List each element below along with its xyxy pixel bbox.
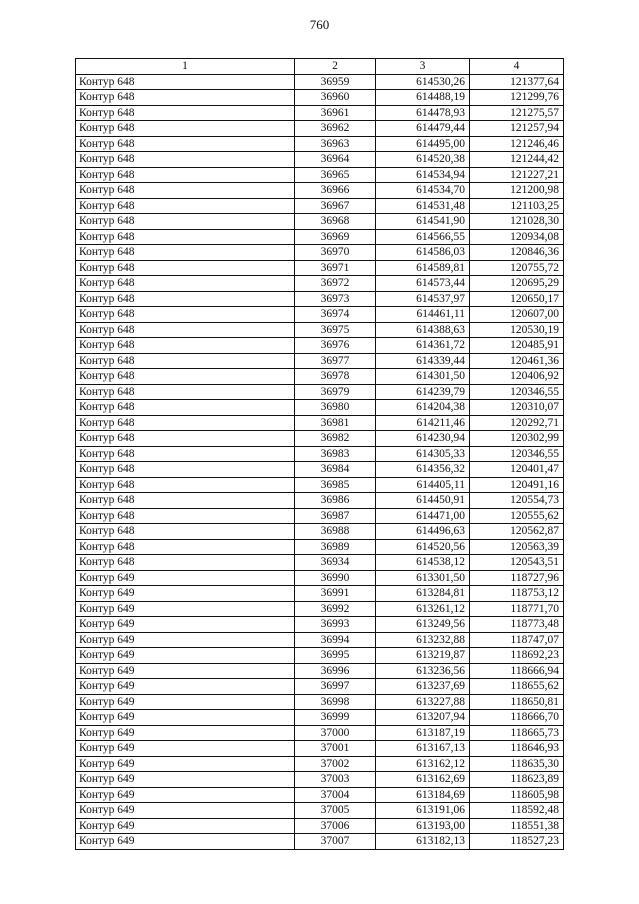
x-coordinate-cell: 614239,79 xyxy=(376,384,470,400)
contour-name-cell: Контур 648 xyxy=(76,477,295,493)
table-row xyxy=(76,400,564,416)
table-row xyxy=(76,462,564,478)
point-number-cell: 36976 xyxy=(295,338,376,354)
table-row xyxy=(76,167,564,183)
x-coordinate-cell: 614530,26 xyxy=(376,74,470,90)
point-number-cell: 36997 xyxy=(295,679,376,695)
contour-name-cell: Контур 649 xyxy=(76,741,295,757)
table-row xyxy=(76,183,564,199)
y-coordinate-cell: 118773,48 xyxy=(470,617,564,633)
table-row xyxy=(76,307,564,323)
contour-name-cell: Контур 648 xyxy=(76,508,295,524)
x-coordinate-cell: 614537,97 xyxy=(376,291,470,307)
y-coordinate-cell: 120934,08 xyxy=(470,229,564,245)
point-number-cell: 36994 xyxy=(295,632,376,648)
contour-name-cell: Контур 648 xyxy=(76,384,295,400)
x-coordinate-cell: 614230,94 xyxy=(376,431,470,447)
y-coordinate-cell: 120461,36 xyxy=(470,353,564,369)
point-number-cell: 36977 xyxy=(295,353,376,369)
x-coordinate-cell: 614339,44 xyxy=(376,353,470,369)
table-row xyxy=(76,508,564,524)
point-number-cell: 36961 xyxy=(295,105,376,121)
contour-name-cell: Контур 648 xyxy=(76,446,295,462)
point-number-cell: 36982 xyxy=(295,431,376,447)
contour-name-cell: Контур 648 xyxy=(76,183,295,199)
contour-name-cell: Контур 648 xyxy=(76,105,295,121)
y-coordinate-cell: 118592,48 xyxy=(470,803,564,819)
y-coordinate-cell: 118665,73 xyxy=(470,725,564,741)
y-coordinate-cell: 121200,98 xyxy=(470,183,564,199)
point-number-cell: 36973 xyxy=(295,291,376,307)
x-coordinate-cell: 614356,32 xyxy=(376,462,470,478)
x-coordinate-cell: 613207,94 xyxy=(376,710,470,726)
table-row xyxy=(76,214,564,230)
x-coordinate-cell: 614496,63 xyxy=(376,524,470,540)
y-coordinate-cell: 118666,94 xyxy=(470,663,564,679)
point-number-cell: 36999 xyxy=(295,710,376,726)
point-number-cell: 36972 xyxy=(295,276,376,292)
x-coordinate-cell: 614573,44 xyxy=(376,276,470,292)
contour-name-cell: Контур 648 xyxy=(76,400,295,416)
point-number-cell: 36967 xyxy=(295,198,376,214)
x-coordinate-cell: 613249,56 xyxy=(376,617,470,633)
point-number-cell: 36998 xyxy=(295,694,376,710)
y-coordinate-cell: 121299,76 xyxy=(470,90,564,106)
table-row xyxy=(76,353,564,369)
x-coordinate-cell: 613227,88 xyxy=(376,694,470,710)
point-number-cell: 36984 xyxy=(295,462,376,478)
contour-name-cell: Контур 648 xyxy=(76,369,295,385)
table-row xyxy=(76,291,564,307)
contour-name-cell: Контур 649 xyxy=(76,679,295,695)
point-number-cell: 36985 xyxy=(295,477,376,493)
table-row xyxy=(76,322,564,338)
table-row xyxy=(76,772,564,788)
contour-name-cell: Контур 649 xyxy=(76,772,295,788)
y-coordinate-cell: 118771,70 xyxy=(470,601,564,617)
table-row xyxy=(76,105,564,121)
contour-name-cell: Контур 648 xyxy=(76,121,295,137)
point-number-cell: 36959 xyxy=(295,74,376,90)
table-row xyxy=(76,803,564,819)
x-coordinate-cell: 613182,13 xyxy=(376,834,470,850)
y-coordinate-cell: 118623,89 xyxy=(470,772,564,788)
table-row xyxy=(76,787,564,803)
x-coordinate-cell: 613162,12 xyxy=(376,756,470,772)
x-coordinate-cell: 614211,46 xyxy=(376,415,470,431)
point-number-cell: 36966 xyxy=(295,183,376,199)
point-number-cell: 36981 xyxy=(295,415,376,431)
y-coordinate-cell: 120555,62 xyxy=(470,508,564,524)
y-coordinate-cell: 121227,21 xyxy=(470,167,564,183)
x-coordinate-cell: 614361,72 xyxy=(376,338,470,354)
contour-name-cell: Контур 648 xyxy=(76,353,295,369)
contour-name-cell: Контур 648 xyxy=(76,198,295,214)
y-coordinate-cell: 118692,23 xyxy=(470,648,564,664)
point-number-cell: 36969 xyxy=(295,229,376,245)
table-row xyxy=(76,818,564,834)
x-coordinate-cell: 613167,13 xyxy=(376,741,470,757)
y-coordinate-cell: 118551,38 xyxy=(470,818,564,834)
x-coordinate-cell: 614534,70 xyxy=(376,183,470,199)
column-header: 2 xyxy=(295,59,376,75)
contour-name-cell: Контур 649 xyxy=(76,803,295,819)
table-row xyxy=(76,570,564,586)
x-coordinate-cell: 614461,11 xyxy=(376,307,470,323)
contour-name-cell: Контур 649 xyxy=(76,710,295,726)
x-coordinate-cell: 613193,00 xyxy=(376,818,470,834)
point-number-cell: 36962 xyxy=(295,121,376,137)
table-row xyxy=(76,431,564,447)
y-coordinate-cell: 120401,47 xyxy=(470,462,564,478)
column-header: 1 xyxy=(76,59,295,75)
y-coordinate-cell: 120310,07 xyxy=(470,400,564,416)
y-coordinate-cell: 120292,71 xyxy=(470,415,564,431)
point-number-cell: 37000 xyxy=(295,725,376,741)
contour-name-cell: Контур 648 xyxy=(76,493,295,509)
y-coordinate-cell: 118527,23 xyxy=(470,834,564,850)
table-row xyxy=(76,477,564,493)
contour-name-cell: Контур 648 xyxy=(76,307,295,323)
table-row xyxy=(76,493,564,509)
table-row xyxy=(76,74,564,90)
y-coordinate-cell: 118646,93 xyxy=(470,741,564,757)
point-number-cell: 36993 xyxy=(295,617,376,633)
column-header: 4 xyxy=(470,59,564,75)
point-number-cell: 37007 xyxy=(295,834,376,850)
point-number-cell: 36970 xyxy=(295,245,376,261)
point-number-cell: 37003 xyxy=(295,772,376,788)
table-row xyxy=(76,663,564,679)
contour-name-cell: Контур 648 xyxy=(76,291,295,307)
table-row xyxy=(76,260,564,276)
contour-name-cell: Контур 649 xyxy=(76,632,295,648)
table-row xyxy=(76,369,564,385)
contour-name-cell: Контур 649 xyxy=(76,648,295,664)
table-row xyxy=(76,524,564,540)
contour-name-cell: Контур 648 xyxy=(76,245,295,261)
y-coordinate-cell: 120543,51 xyxy=(470,555,564,571)
contour-name-cell: Контур 649 xyxy=(76,787,295,803)
y-coordinate-cell: 120530,19 xyxy=(470,322,564,338)
x-coordinate-cell: 613236,56 xyxy=(376,663,470,679)
table-row xyxy=(76,245,564,261)
table-row xyxy=(76,586,564,602)
table-row xyxy=(76,198,564,214)
point-number-cell: 36965 xyxy=(295,167,376,183)
point-number-cell: 36986 xyxy=(295,493,376,509)
point-number-cell: 36980 xyxy=(295,400,376,416)
y-coordinate-cell: 121275,57 xyxy=(470,105,564,121)
table-row xyxy=(76,601,564,617)
x-coordinate-cell: 613191,06 xyxy=(376,803,470,819)
x-coordinate-cell: 614204,38 xyxy=(376,400,470,416)
point-number-cell: 36987 xyxy=(295,508,376,524)
point-number-cell: 37002 xyxy=(295,756,376,772)
contour-name-cell: Контур 649 xyxy=(76,570,295,586)
table-row xyxy=(76,152,564,168)
table-row xyxy=(76,725,564,741)
contour-name-cell: Контур 648 xyxy=(76,539,295,555)
y-coordinate-cell: 120406,92 xyxy=(470,369,564,385)
contour-name-cell: Контур 648 xyxy=(76,167,295,183)
contour-name-cell: Контур 649 xyxy=(76,694,295,710)
y-coordinate-cell: 121377,64 xyxy=(470,74,564,90)
table-row xyxy=(76,229,564,245)
point-number-cell: 37004 xyxy=(295,787,376,803)
contour-name-cell: Контур 648 xyxy=(76,415,295,431)
column-header: 3 xyxy=(376,59,470,75)
y-coordinate-cell: 118655,62 xyxy=(470,679,564,695)
x-coordinate-cell: 614589,81 xyxy=(376,260,470,276)
table-row xyxy=(76,90,564,106)
contour-name-cell: Контур 649 xyxy=(76,663,295,679)
y-coordinate-cell: 120346,55 xyxy=(470,384,564,400)
point-number-cell: 37005 xyxy=(295,803,376,819)
x-coordinate-cell: 613187,19 xyxy=(376,725,470,741)
x-coordinate-cell: 613184,69 xyxy=(376,787,470,803)
y-coordinate-cell: 120650,17 xyxy=(470,291,564,307)
y-coordinate-cell: 118605,98 xyxy=(470,787,564,803)
table-row xyxy=(76,632,564,648)
contour-name-cell: Контур 648 xyxy=(76,276,295,292)
x-coordinate-cell: 614495,00 xyxy=(376,136,470,152)
point-number-cell: 36968 xyxy=(295,214,376,230)
y-coordinate-cell: 120695,29 xyxy=(470,276,564,292)
x-coordinate-cell: 614301,50 xyxy=(376,369,470,385)
point-number-cell: 36964 xyxy=(295,152,376,168)
page-number: 760 xyxy=(309,17,330,32)
contour-name-cell: Контур 648 xyxy=(76,462,295,478)
y-coordinate-cell: 118650,81 xyxy=(470,694,564,710)
contour-name-cell: Контур 648 xyxy=(76,322,295,338)
table-row xyxy=(76,384,564,400)
x-coordinate-cell: 614488,19 xyxy=(376,90,470,106)
y-coordinate-cell: 120554,73 xyxy=(470,493,564,509)
point-number-cell: 36975 xyxy=(295,322,376,338)
x-coordinate-cell: 613301,50 xyxy=(376,570,470,586)
table-row xyxy=(76,555,564,571)
x-coordinate-cell: 613232,88 xyxy=(376,632,470,648)
contour-name-cell: Контур 649 xyxy=(76,586,295,602)
x-coordinate-cell: 613284,81 xyxy=(376,586,470,602)
point-number-cell: 36963 xyxy=(295,136,376,152)
x-coordinate-cell: 614450,91 xyxy=(376,493,470,509)
point-number-cell: 37006 xyxy=(295,818,376,834)
point-number-cell: 36989 xyxy=(295,539,376,555)
y-coordinate-cell: 121103,25 xyxy=(470,198,564,214)
x-coordinate-cell: 613237,69 xyxy=(376,679,470,695)
y-coordinate-cell: 118666,70 xyxy=(470,710,564,726)
table-row xyxy=(76,276,564,292)
table-row xyxy=(76,710,564,726)
point-number-cell: 36971 xyxy=(295,260,376,276)
point-number-cell: 36979 xyxy=(295,384,376,400)
contour-name-cell: Контур 649 xyxy=(76,601,295,617)
x-coordinate-cell: 613219,87 xyxy=(376,648,470,664)
y-coordinate-cell: 121246,46 xyxy=(470,136,564,152)
x-coordinate-cell: 614471,00 xyxy=(376,508,470,524)
table-row xyxy=(76,415,564,431)
point-number-cell: 36983 xyxy=(295,446,376,462)
contour-name-cell: Контур 649 xyxy=(76,617,295,633)
contour-name-cell: Контур 648 xyxy=(76,260,295,276)
y-coordinate-cell: 120755,72 xyxy=(470,260,564,276)
contour-name-cell: Контур 648 xyxy=(76,338,295,354)
point-number-cell: 36992 xyxy=(295,601,376,617)
contour-name-cell: Контур 649 xyxy=(76,818,295,834)
x-coordinate-cell: 614531,48 xyxy=(376,198,470,214)
y-coordinate-cell: 118635,30 xyxy=(470,756,564,772)
contour-name-cell: Контур 649 xyxy=(76,725,295,741)
table-row xyxy=(76,756,564,772)
contour-name-cell: Контур 649 xyxy=(76,834,295,850)
y-coordinate-cell: 121028,30 xyxy=(470,214,564,230)
y-coordinate-cell: 118727,96 xyxy=(470,570,564,586)
table-row xyxy=(76,834,564,850)
point-number-cell: 36995 xyxy=(295,648,376,664)
x-coordinate-cell: 614538,12 xyxy=(376,555,470,571)
table-body xyxy=(76,74,564,849)
y-coordinate-cell: 120563,39 xyxy=(470,539,564,555)
coordinates-table-container xyxy=(75,58,564,850)
y-coordinate-cell: 120491,16 xyxy=(470,477,564,493)
contour-name-cell: Контур 648 xyxy=(76,90,295,106)
x-coordinate-cell: 614388,63 xyxy=(376,322,470,338)
table-row xyxy=(76,338,564,354)
contour-name-cell: Контур 648 xyxy=(76,431,295,447)
y-coordinate-cell: 120562,87 xyxy=(470,524,564,540)
point-number-cell: 36990 xyxy=(295,570,376,586)
contour-name-cell: Контур 649 xyxy=(76,756,295,772)
x-coordinate-cell: 614305,33 xyxy=(376,446,470,462)
table-row xyxy=(76,136,564,152)
y-coordinate-cell: 120485,91 xyxy=(470,338,564,354)
y-coordinate-cell: 118747,07 xyxy=(470,632,564,648)
y-coordinate-cell: 121244,42 xyxy=(470,152,564,168)
point-number-cell: 36974 xyxy=(295,307,376,323)
x-coordinate-cell: 614520,38 xyxy=(376,152,470,168)
contour-name-cell: Контур 648 xyxy=(76,136,295,152)
y-coordinate-cell: 120846,36 xyxy=(470,245,564,261)
x-coordinate-cell: 614478,93 xyxy=(376,105,470,121)
coordinates-table xyxy=(75,58,564,850)
table-row xyxy=(76,648,564,664)
table-row xyxy=(76,741,564,757)
point-number-cell: 36991 xyxy=(295,586,376,602)
table-row xyxy=(76,121,564,137)
x-coordinate-cell: 614586,03 xyxy=(376,245,470,261)
table-row xyxy=(76,446,564,462)
table-header-row xyxy=(76,59,564,75)
contour-name-cell: Контур 648 xyxy=(76,74,295,90)
contour-name-cell: Контур 648 xyxy=(76,555,295,571)
y-coordinate-cell: 118753,12 xyxy=(470,586,564,602)
table-row xyxy=(76,694,564,710)
contour-name-cell: Контур 648 xyxy=(76,524,295,540)
x-coordinate-cell: 614541,90 xyxy=(376,214,470,230)
table-row xyxy=(76,539,564,555)
x-coordinate-cell: 614534,94 xyxy=(376,167,470,183)
y-coordinate-cell: 120607,00 xyxy=(470,307,564,323)
table-row xyxy=(76,617,564,633)
x-coordinate-cell: 613162,69 xyxy=(376,772,470,788)
x-coordinate-cell: 614520,56 xyxy=(376,539,470,555)
point-number-cell: 36960 xyxy=(295,90,376,106)
point-number-cell: 36988 xyxy=(295,524,376,540)
table-row xyxy=(76,679,564,695)
contour-name-cell: Контур 648 xyxy=(76,229,295,245)
point-number-cell: 36978 xyxy=(295,369,376,385)
point-number-cell: 36934 xyxy=(295,555,376,571)
y-coordinate-cell: 120302,99 xyxy=(470,431,564,447)
point-number-cell: 36996 xyxy=(295,663,376,679)
contour-name-cell: Контур 648 xyxy=(76,214,295,230)
y-coordinate-cell: 120346,55 xyxy=(470,446,564,462)
contour-name-cell: Контур 648 xyxy=(76,152,295,168)
x-coordinate-cell: 613261,12 xyxy=(376,601,470,617)
x-coordinate-cell: 614479,44 xyxy=(376,121,470,137)
point-number-cell: 37001 xyxy=(295,741,376,757)
y-coordinate-cell: 121257,94 xyxy=(470,121,564,137)
x-coordinate-cell: 614566,55 xyxy=(376,229,470,245)
x-coordinate-cell: 614405,11 xyxy=(376,477,470,493)
